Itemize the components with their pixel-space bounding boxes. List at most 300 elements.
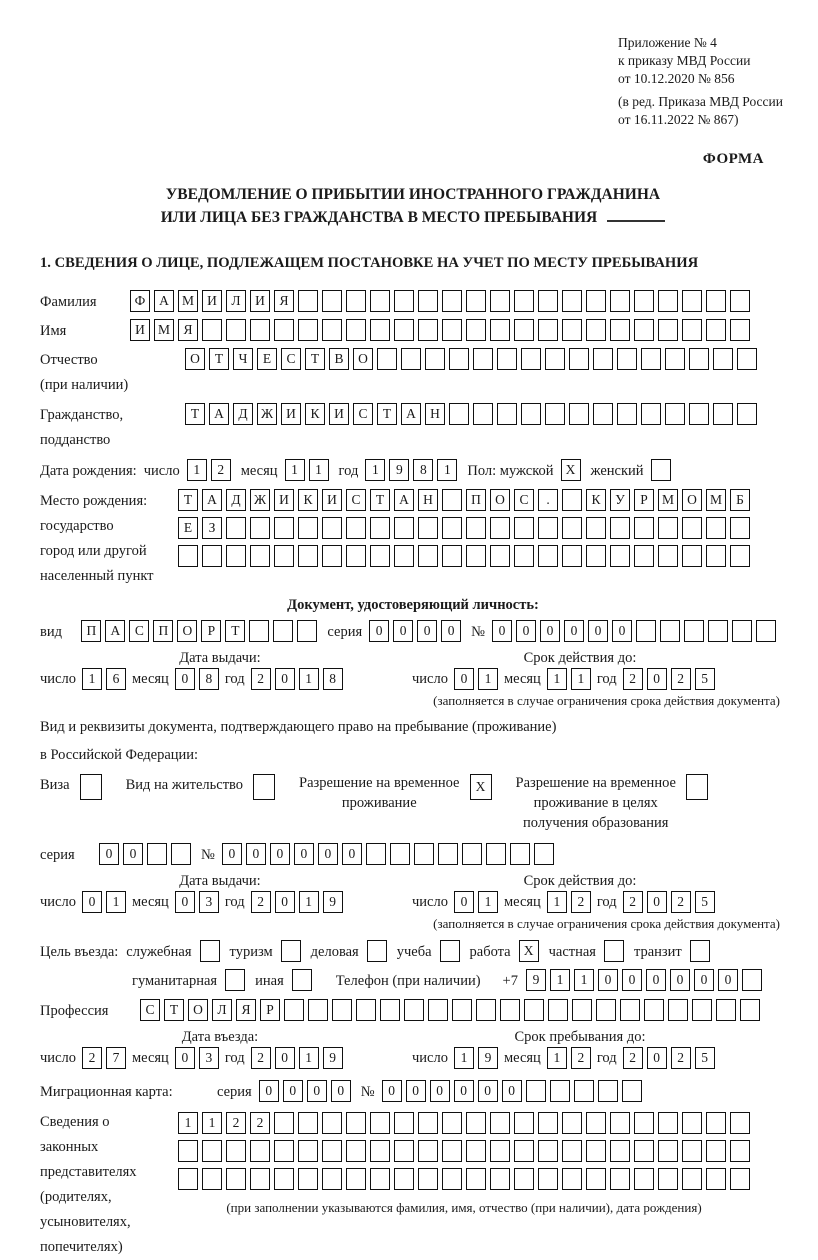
char-cell[interactable] [226, 319, 246, 341]
char-cell[interactable] [730, 1168, 750, 1190]
char-cell[interactable] [250, 1168, 270, 1190]
char-cell[interactable] [394, 1112, 414, 1134]
char-cell[interactable] [622, 1080, 642, 1102]
char-cell[interactable]: 2 [623, 1047, 643, 1069]
char-cell[interactable]: 0 [492, 620, 512, 642]
char-cell[interactable]: Т [178, 489, 198, 511]
char-cell[interactable] [732, 620, 752, 642]
char-cell[interactable] [322, 319, 342, 341]
char-cell[interactable] [730, 1140, 750, 1162]
citizenship-cells[interactable] [185, 403, 757, 425]
char-cell[interactable]: Т [370, 489, 390, 511]
char-cell[interactable] [226, 1168, 246, 1190]
char-cell[interactable]: 0 [598, 969, 618, 991]
temp-permit-checkbox[interactable] [470, 774, 492, 800]
char-cell[interactable]: К [305, 403, 325, 425]
char-cell[interactable] [690, 940, 710, 962]
char-cell[interactable]: 0 [670, 969, 690, 991]
char-cell[interactable] [346, 1168, 366, 1190]
char-cell[interactable] [634, 545, 654, 567]
char-cell[interactable]: Р [260, 999, 280, 1021]
purpose-transit-checkbox[interactable] [690, 940, 710, 962]
char-cell[interactable]: 1 [437, 459, 457, 481]
char-cell[interactable] [466, 1112, 486, 1134]
char-cell[interactable] [490, 1112, 510, 1134]
birth-place-cells-row3[interactable] [178, 545, 750, 567]
char-cell[interactable]: Б [730, 489, 750, 511]
char-cell[interactable] [730, 319, 750, 341]
char-cell[interactable]: 6 [106, 668, 126, 690]
char-cell[interactable] [730, 1112, 750, 1134]
char-cell[interactable] [514, 319, 534, 341]
char-cell[interactable]: 2 [571, 891, 591, 913]
char-cell[interactable] [610, 545, 630, 567]
char-cell[interactable]: 2 [671, 891, 691, 913]
char-cell[interactable] [322, 545, 342, 567]
char-cell[interactable]: 0 [275, 891, 295, 913]
migration-series-cells[interactable] [259, 1080, 351, 1102]
permit-series-cells[interactable] [99, 843, 191, 865]
char-cell[interactable] [617, 348, 637, 370]
char-cell[interactable] [644, 999, 664, 1021]
char-cell[interactable] [706, 545, 726, 567]
char-cell[interactable] [322, 1112, 342, 1134]
char-cell[interactable]: 0 [393, 620, 413, 642]
char-cell[interactable] [689, 403, 709, 425]
char-cell[interactable] [370, 1140, 390, 1162]
char-cell[interactable] [660, 620, 680, 642]
char-cell[interactable]: 0 [99, 843, 119, 865]
char-cell[interactable] [737, 348, 757, 370]
char-cell[interactable] [598, 1080, 618, 1102]
char-cell[interactable] [730, 545, 750, 567]
char-cell[interactable] [740, 999, 760, 1021]
char-cell[interactable] [466, 290, 486, 312]
char-cell[interactable]: Т [225, 620, 245, 642]
purpose-other-checkbox[interactable] [292, 969, 312, 991]
char-cell[interactable] [514, 545, 534, 567]
char-cell[interactable] [586, 1168, 606, 1190]
char-cell[interactable] [418, 290, 438, 312]
char-cell[interactable] [356, 999, 376, 1021]
char-cell[interactable] [490, 517, 510, 539]
char-cell[interactable]: X [519, 940, 539, 962]
char-cell[interactable] [658, 290, 678, 312]
char-cell[interactable]: К [298, 489, 318, 511]
char-cell[interactable]: 8 [323, 668, 343, 690]
permit-valid-year-cells[interactable] [623, 891, 715, 913]
char-cell[interactable]: 2 [251, 668, 271, 690]
char-cell[interactable]: 0 [502, 1080, 522, 1102]
char-cell[interactable]: 0 [454, 668, 474, 690]
char-cell[interactable]: 1 [547, 668, 567, 690]
char-cell[interactable]: Т [377, 403, 397, 425]
purpose-work-checkbox[interactable] [519, 940, 539, 962]
representatives-cells-row2[interactable] [178, 1140, 750, 1162]
char-cell[interactable] [418, 1112, 438, 1134]
char-cell[interactable]: В [329, 348, 349, 370]
doc-issue-year-cells[interactable] [251, 668, 343, 690]
char-cell[interactable]: 0 [294, 843, 314, 865]
char-cell[interactable] [418, 545, 438, 567]
char-cell[interactable] [274, 319, 294, 341]
char-cell[interactable]: 0 [718, 969, 738, 991]
char-cell[interactable] [538, 545, 558, 567]
char-cell[interactable] [225, 969, 245, 991]
char-cell[interactable] [414, 843, 434, 865]
char-cell[interactable] [476, 999, 496, 1021]
char-cell[interactable] [346, 545, 366, 567]
char-cell[interactable] [682, 1168, 702, 1190]
birth-place-cells-row1[interactable] [178, 489, 750, 511]
char-cell[interactable] [526, 1080, 546, 1102]
char-cell[interactable]: 0 [222, 843, 242, 865]
char-cell[interactable]: Ч [233, 348, 253, 370]
char-cell[interactable]: 3 [199, 891, 219, 913]
char-cell[interactable] [610, 290, 630, 312]
sex-female-checkbox[interactable] [651, 459, 671, 481]
char-cell[interactable]: Д [233, 403, 253, 425]
char-cell[interactable]: И [274, 489, 294, 511]
char-cell[interactable] [610, 1168, 630, 1190]
char-cell[interactable]: 0 [275, 668, 295, 690]
char-cell[interactable]: Я [274, 290, 294, 312]
char-cell[interactable] [250, 1140, 270, 1162]
char-cell[interactable] [370, 290, 390, 312]
char-cell[interactable] [514, 1140, 534, 1162]
char-cell[interactable] [418, 517, 438, 539]
char-cell[interactable]: . [538, 489, 558, 511]
char-cell[interactable]: И [202, 290, 222, 312]
char-cell[interactable] [658, 1168, 678, 1190]
char-cell[interactable] [346, 319, 366, 341]
purpose-business-checkbox[interactable] [367, 940, 387, 962]
char-cell[interactable] [569, 348, 589, 370]
char-cell[interactable]: С [281, 348, 301, 370]
char-cell[interactable] [274, 1112, 294, 1134]
representatives-cells-row1[interactable] [178, 1112, 750, 1134]
char-cell[interactable] [684, 620, 704, 642]
char-cell[interactable]: 2 [226, 1112, 246, 1134]
char-cell[interactable] [716, 999, 736, 1021]
profession-cells[interactable] [140, 999, 760, 1021]
char-cell[interactable] [706, 517, 726, 539]
char-cell[interactable]: О [353, 348, 373, 370]
char-cell[interactable]: К [586, 489, 606, 511]
char-cell[interactable] [538, 319, 558, 341]
char-cell[interactable] [586, 1140, 606, 1162]
char-cell[interactable] [569, 403, 589, 425]
char-cell[interactable] [708, 620, 728, 642]
char-cell[interactable] [706, 1140, 726, 1162]
char-cell[interactable] [756, 620, 776, 642]
char-cell[interactable] [586, 517, 606, 539]
char-cell[interactable] [634, 1112, 654, 1134]
char-cell[interactable] [514, 1112, 534, 1134]
char-cell[interactable]: Р [634, 489, 654, 511]
char-cell[interactable] [665, 348, 685, 370]
char-cell[interactable]: И [250, 290, 270, 312]
char-cell[interactable] [658, 1112, 678, 1134]
char-cell[interactable] [274, 545, 294, 567]
char-cell[interactable] [550, 1080, 570, 1102]
char-cell[interactable] [562, 545, 582, 567]
char-cell[interactable] [610, 1112, 630, 1134]
char-cell[interactable]: X [561, 459, 581, 481]
char-cell[interactable] [706, 1112, 726, 1134]
permit-issue-month-cells[interactable] [175, 891, 219, 913]
char-cell[interactable] [497, 403, 517, 425]
entry-year-cells[interactable] [251, 1047, 343, 1069]
entry-day-cells[interactable] [82, 1047, 126, 1069]
representatives-cells-row3[interactable] [178, 1168, 750, 1190]
char-cell[interactable] [346, 1112, 366, 1134]
char-cell[interactable]: М [178, 290, 198, 312]
char-cell[interactable]: Ж [250, 489, 270, 511]
char-cell[interactable] [620, 999, 640, 1021]
char-cell[interactable] [404, 999, 424, 1021]
char-cell[interactable]: 0 [307, 1080, 327, 1102]
char-cell[interactable]: 0 [622, 969, 642, 991]
char-cell[interactable]: 0 [283, 1080, 303, 1102]
char-cell[interactable] [692, 999, 712, 1021]
char-cell[interactable]: 1 [478, 668, 498, 690]
char-cell[interactable] [298, 1140, 318, 1162]
char-cell[interactable] [706, 290, 726, 312]
char-cell[interactable]: 3 [199, 1047, 219, 1069]
char-cell[interactable]: 1 [309, 459, 329, 481]
char-cell[interactable] [490, 1168, 510, 1190]
char-cell[interactable] [298, 1168, 318, 1190]
stay-month-cells[interactable] [547, 1047, 591, 1069]
char-cell[interactable]: 2 [82, 1047, 102, 1069]
char-cell[interactable] [562, 1112, 582, 1134]
doc-number-cells[interactable] [492, 620, 776, 642]
char-cell[interactable] [380, 999, 400, 1021]
char-cell[interactable] [442, 1112, 462, 1134]
char-cell[interactable] [226, 517, 246, 539]
char-cell[interactable]: 1 [299, 1047, 319, 1069]
residence-permit-checkbox[interactable] [253, 774, 275, 800]
char-cell[interactable]: 2 [251, 891, 271, 913]
char-cell[interactable] [346, 517, 366, 539]
char-cell[interactable] [226, 545, 246, 567]
char-cell[interactable] [548, 999, 568, 1021]
char-cell[interactable] [370, 545, 390, 567]
char-cell[interactable]: 1 [106, 891, 126, 913]
char-cell[interactable] [545, 403, 565, 425]
char-cell[interactable] [634, 1168, 654, 1190]
char-cell[interactable]: 1 [82, 668, 102, 690]
char-cell[interactable] [634, 517, 654, 539]
char-cell[interactable] [322, 517, 342, 539]
char-cell[interactable]: З [202, 517, 222, 539]
char-cell[interactable]: 8 [199, 668, 219, 690]
char-cell[interactable]: П [466, 489, 486, 511]
char-cell[interactable] [322, 290, 342, 312]
char-cell[interactable] [298, 1112, 318, 1134]
char-cell[interactable] [366, 843, 386, 865]
char-cell[interactable]: А [394, 489, 414, 511]
char-cell[interactable] [658, 319, 678, 341]
char-cell[interactable] [510, 843, 530, 865]
char-cell[interactable]: 0 [382, 1080, 402, 1102]
char-cell[interactable] [514, 1168, 534, 1190]
char-cell[interactable]: 0 [259, 1080, 279, 1102]
char-cell[interactable] [682, 1112, 702, 1134]
char-cell[interactable] [706, 1168, 726, 1190]
birth-year-cells[interactable] [365, 459, 457, 481]
char-cell[interactable]: 0 [318, 843, 338, 865]
surname-cells[interactable] [130, 290, 750, 312]
char-cell[interactable] [682, 319, 702, 341]
char-cell[interactable] [202, 1168, 222, 1190]
char-cell[interactable] [253, 774, 275, 800]
char-cell[interactable]: 1 [299, 891, 319, 913]
char-cell[interactable] [486, 843, 506, 865]
char-cell[interactable] [292, 969, 312, 991]
phone-cells[interactable] [526, 969, 762, 991]
char-cell[interactable] [562, 1168, 582, 1190]
char-cell[interactable] [452, 999, 472, 1021]
migration-number-cells[interactable] [382, 1080, 642, 1102]
permit-issue-year-cells[interactable] [251, 891, 343, 913]
char-cell[interactable]: Т [209, 348, 229, 370]
char-cell[interactable] [490, 319, 510, 341]
char-cell[interactable] [425, 348, 445, 370]
char-cell[interactable]: П [81, 620, 101, 642]
birth-day-cells[interactable] [187, 459, 231, 481]
char-cell[interactable] [604, 940, 624, 962]
char-cell[interactable]: Л [226, 290, 246, 312]
char-cell[interactable]: 0 [647, 891, 667, 913]
char-cell[interactable] [737, 403, 757, 425]
doc-valid-month-cells[interactable] [547, 668, 591, 690]
char-cell[interactable]: Я [236, 999, 256, 1021]
char-cell[interactable] [298, 545, 318, 567]
char-cell[interactable] [593, 348, 613, 370]
char-cell[interactable] [370, 1168, 390, 1190]
sex-male-checkbox[interactable] [561, 459, 581, 481]
char-cell[interactable] [689, 348, 709, 370]
char-cell[interactable] [466, 545, 486, 567]
char-cell[interactable] [281, 940, 301, 962]
char-cell[interactable]: Т [305, 348, 325, 370]
char-cell[interactable]: X [470, 774, 492, 800]
char-cell[interactable] [538, 1168, 558, 1190]
char-cell[interactable] [490, 1140, 510, 1162]
char-cell[interactable] [497, 348, 517, 370]
doc-valid-year-cells[interactable] [623, 668, 715, 690]
char-cell[interactable]: Т [164, 999, 184, 1021]
char-cell[interactable] [610, 319, 630, 341]
doc-series-cells[interactable] [369, 620, 461, 642]
char-cell[interactable] [440, 940, 460, 962]
char-cell[interactable] [636, 620, 656, 642]
char-cell[interactable]: 0 [342, 843, 362, 865]
char-cell[interactable] [562, 290, 582, 312]
char-cell[interactable] [418, 1140, 438, 1162]
char-cell[interactable]: 1 [574, 969, 594, 991]
char-cell[interactable] [538, 290, 558, 312]
char-cell[interactable] [562, 1140, 582, 1162]
char-cell[interactable]: Я [178, 319, 198, 341]
char-cell[interactable]: 2 [211, 459, 231, 481]
char-cell[interactable] [665, 403, 685, 425]
char-cell[interactable]: М [706, 489, 726, 511]
char-cell[interactable] [658, 517, 678, 539]
char-cell[interactable] [438, 843, 458, 865]
char-cell[interactable]: О [490, 489, 510, 511]
char-cell[interactable]: Ф [130, 290, 150, 312]
char-cell[interactable] [322, 1140, 342, 1162]
char-cell[interactable]: 0 [540, 620, 560, 642]
char-cell[interactable]: 9 [526, 969, 546, 991]
char-cell[interactable]: 0 [454, 1080, 474, 1102]
char-cell[interactable] [586, 545, 606, 567]
purpose-tourism-checkbox[interactable] [281, 940, 301, 962]
char-cell[interactable] [466, 1168, 486, 1190]
permit-issue-day-cells[interactable] [82, 891, 126, 913]
char-cell[interactable]: 2 [251, 1047, 271, 1069]
char-cell[interactable]: А [209, 403, 229, 425]
char-cell[interactable] [250, 319, 270, 341]
char-cell[interactable] [298, 319, 318, 341]
char-cell[interactable] [713, 348, 733, 370]
char-cell[interactable]: О [682, 489, 702, 511]
char-cell[interactable]: Е [178, 517, 198, 539]
char-cell[interactable]: И [130, 319, 150, 341]
char-cell[interactable]: 5 [695, 1047, 715, 1069]
char-cell[interactable]: 1 [178, 1112, 198, 1134]
char-cell[interactable]: О [188, 999, 208, 1021]
char-cell[interactable]: 0 [612, 620, 632, 642]
char-cell[interactable] [80, 774, 102, 800]
char-cell[interactable] [586, 319, 606, 341]
char-cell[interactable] [473, 403, 493, 425]
char-cell[interactable]: 1 [547, 1047, 567, 1069]
char-cell[interactable] [634, 1140, 654, 1162]
char-cell[interactable]: 2 [250, 1112, 270, 1134]
char-cell[interactable] [250, 517, 270, 539]
char-cell[interactable] [322, 1168, 342, 1190]
char-cell[interactable]: И [322, 489, 342, 511]
char-cell[interactable] [171, 843, 191, 865]
char-cell[interactable] [390, 843, 410, 865]
char-cell[interactable]: 0 [275, 1047, 295, 1069]
char-cell[interactable]: 1 [365, 459, 385, 481]
purpose-study-checkbox[interactable] [440, 940, 460, 962]
char-cell[interactable] [610, 1140, 630, 1162]
char-cell[interactable] [668, 999, 688, 1021]
char-cell[interactable]: 5 [695, 891, 715, 913]
char-cell[interactable]: А [105, 620, 125, 642]
char-cell[interactable]: П [153, 620, 173, 642]
char-cell[interactable] [308, 999, 328, 1021]
char-cell[interactable] [466, 517, 486, 539]
char-cell[interactable] [274, 1140, 294, 1162]
char-cell[interactable]: 0 [647, 1047, 667, 1069]
char-cell[interactable] [367, 940, 387, 962]
char-cell[interactable]: Н [418, 489, 438, 511]
char-cell[interactable]: 0 [646, 969, 666, 991]
char-cell[interactable] [370, 1112, 390, 1134]
char-cell[interactable] [658, 545, 678, 567]
permit-number-cells[interactable] [222, 843, 554, 865]
char-cell[interactable] [418, 319, 438, 341]
char-cell[interactable] [524, 999, 544, 1021]
char-cell[interactable]: А [401, 403, 421, 425]
